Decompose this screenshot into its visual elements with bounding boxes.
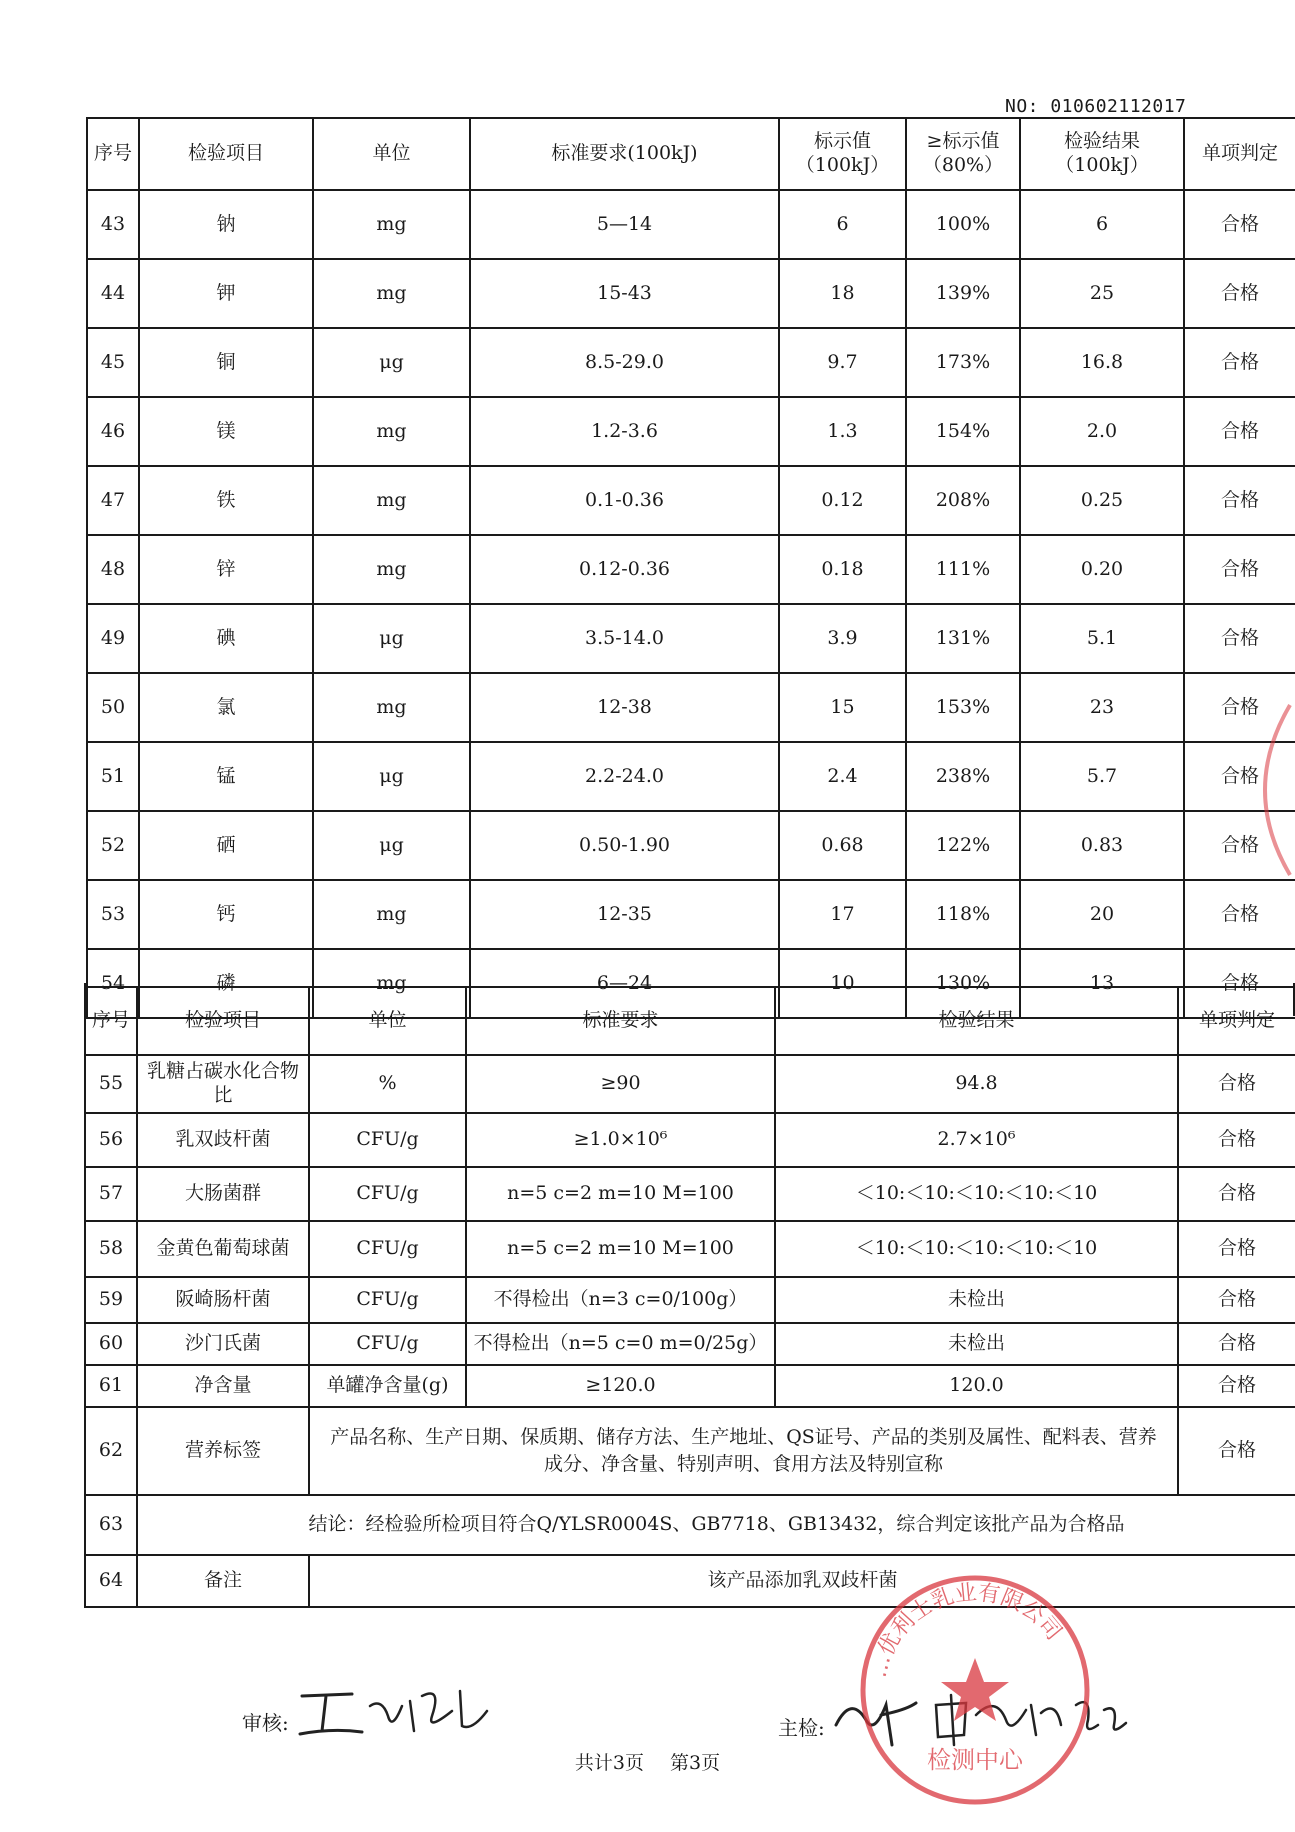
cell-standard: n=5 c=2 m=10 M=100 <box>466 1221 775 1277</box>
cell-label-value: 2.4 <box>779 742 906 811</box>
cell-standard: 0.12-0.36 <box>470 535 779 604</box>
cell-judgement: 合格 <box>1184 673 1295 742</box>
header-ge-label: ≥标示值（80%） <box>906 118 1020 190</box>
cell-label-value: 0.68 <box>779 811 906 880</box>
cell-standard: 6—24 <box>470 949 779 1018</box>
cell-seq: 60 <box>85 1323 137 1365</box>
svg-text:…优利士乳业有限公司: …优利士乳业有限公司 <box>866 1580 1067 1681</box>
nutrient-table-header <box>87 118 1295 190</box>
cell-item: 净含量 <box>137 1365 309 1407</box>
quality-table-header <box>85 987 1295 1055</box>
cell-unit: CFU/g <box>309 1323 466 1365</box>
cell-ge-label: 130% <box>906 949 1020 1018</box>
table-row <box>87 673 1295 742</box>
cell-judgement: 合格 <box>1178 1221 1295 1277</box>
cell-label-value: 6 <box>779 190 906 259</box>
table-row <box>87 811 1295 880</box>
table-row <box>87 535 1295 604</box>
cell-label-value: 17 <box>779 880 906 949</box>
cell-unit: mg <box>313 397 470 466</box>
cell-label-value: 15 <box>779 673 906 742</box>
page-number: 第3页 <box>670 1752 721 1774</box>
cell-unit: mg <box>313 880 470 949</box>
cell-item: 乳双歧杆菌 <box>137 1113 309 1167</box>
cell-judgement: 合格 <box>1178 1277 1295 1323</box>
cell-standard: 0.1-0.36 <box>470 466 779 535</box>
cell-result: 6 <box>1020 190 1184 259</box>
cell-standard: 不得检出（n=5 c=0 m=0/25g） <box>466 1323 775 1365</box>
cell-judgement: 合格 <box>1184 742 1295 811</box>
cell-judgement: 合格 <box>1184 535 1295 604</box>
cell-standard: ≥1.0×10⁶ <box>466 1113 775 1167</box>
cell-unit: mg <box>313 673 470 742</box>
cell-seq: 52 <box>87 811 139 880</box>
cell-unit: CFU/g <box>309 1167 466 1221</box>
cell-standard: 8.5-29.0 <box>470 328 779 397</box>
cell-judgement: 合格 <box>1178 1407 1295 1495</box>
cell-result: 120.0 <box>775 1365 1178 1407</box>
cell-seq: 49 <box>87 604 139 673</box>
cell-unit: % <box>309 1055 466 1113</box>
header-judgement: 单项判定 <box>1184 118 1295 190</box>
header-result: 检验结果 <box>775 987 1178 1055</box>
cell-unit: mg <box>313 466 470 535</box>
svg-text:检测中心: 检测中心 <box>927 1746 1023 1774</box>
cell-result: 0.25 <box>1020 466 1184 535</box>
inspector-label: 主检: <box>778 1716 825 1740</box>
cell-judgement: 合格 <box>1184 811 1295 880</box>
cell-judgement: 合格 <box>1184 880 1295 949</box>
header-item: 检验项目 <box>139 118 313 190</box>
report-number: NO: 010602112017 <box>1005 96 1187 117</box>
cell-seq: 48 <box>87 535 139 604</box>
total-pages: 共计3页 <box>574 1752 644 1774</box>
cell-seq: 64 <box>85 1555 137 1607</box>
cell-item: 阪崎肠杆菌 <box>137 1277 309 1323</box>
cell-ge-label: 122% <box>906 811 1020 880</box>
cell-seq: 47 <box>87 466 139 535</box>
cell-seq: 55 <box>85 1055 137 1113</box>
cell-result: 2.7×10⁶ <box>775 1113 1178 1167</box>
table-row <box>85 1277 1295 1323</box>
cell-seq: 61 <box>85 1365 137 1407</box>
cell-item: 锌 <box>139 535 313 604</box>
cell-unit: μg <box>313 604 470 673</box>
cell-item: 乳糖占碳水化合物比 <box>137 1055 309 1113</box>
cell-item: 备注 <box>137 1555 309 1607</box>
cell-judgement: 合格 <box>1184 949 1295 1018</box>
cell-seq: 59 <box>85 1277 137 1323</box>
nutrient-table <box>86 117 1295 1019</box>
cell-ge-label: 153% <box>906 673 1020 742</box>
cell-seq: 56 <box>85 1113 137 1167</box>
cell-label-value: 18 <box>779 259 906 328</box>
cell-seq: 62 <box>85 1407 137 1495</box>
cell-judgement: 合格 <box>1184 466 1295 535</box>
table-row <box>87 604 1295 673</box>
cell-result: 未检出 <box>775 1323 1178 1365</box>
cell-result: 5.1 <box>1020 604 1184 673</box>
table-row <box>87 742 1295 811</box>
cell-ge-label: 208% <box>906 466 1020 535</box>
header-seq: 序号 <box>85 987 137 1055</box>
table-row <box>85 1055 1295 1113</box>
cell-seq: 51 <box>87 742 139 811</box>
header-label-value: 标示值（100kJ） <box>779 118 906 190</box>
cell-standard: 12-38 <box>470 673 779 742</box>
cell-ge-label: 154% <box>906 397 1020 466</box>
nutrient-table-body <box>87 190 1295 1018</box>
cell-result: 20 <box>1020 880 1184 949</box>
cell-result: 25 <box>1020 259 1184 328</box>
cell-item: 营养标签 <box>137 1407 309 1495</box>
cell-result: 未检出 <box>775 1277 1178 1323</box>
cell-seq: 54 <box>87 949 139 1018</box>
cell-unit: μg <box>313 742 470 811</box>
cell-ge-label: 118% <box>906 880 1020 949</box>
inspector-signature-icon <box>826 1675 1136 1755</box>
cell-standard: 12-35 <box>470 880 779 949</box>
cell-standard: 5—14 <box>470 190 779 259</box>
cell-ge-label: 173% <box>906 328 1020 397</box>
quality-table <box>84 986 1295 1608</box>
cell-unit: CFU/g <box>309 1113 466 1167</box>
cell-unit: mg <box>313 535 470 604</box>
cell-standard: 2.2-24.0 <box>470 742 779 811</box>
cell-judgement: 合格 <box>1184 259 1295 328</box>
cell-seq: 58 <box>85 1221 137 1277</box>
table-row <box>85 1365 1295 1407</box>
cell-ge-label: 238% <box>906 742 1020 811</box>
cell-remark: 该产品添加乳双歧杆菌 <box>309 1555 1295 1607</box>
cell-standard: 3.5-14.0 <box>470 604 779 673</box>
cell-seq: 44 <box>87 259 139 328</box>
cell-result: 16.8 <box>1020 328 1184 397</box>
cell-seq: 50 <box>87 673 139 742</box>
cell-item: 氯 <box>139 673 313 742</box>
cell-unit: μg <box>313 811 470 880</box>
table-row <box>85 1495 1295 1555</box>
cell-judgement: 合格 <box>1184 397 1295 466</box>
cell-item: 碘 <box>139 604 313 673</box>
table-row <box>87 397 1295 466</box>
cell-conclusion: 结论：经检验所检项目符合Q/YLSR0004S、GB7718、GB13432，综合判定该批产品为合格品 <box>137 1495 1295 1555</box>
cell-item: 钾 <box>139 259 313 328</box>
table-row <box>85 1113 1295 1167</box>
table-row <box>85 1407 1295 1495</box>
cell-unit: CFU/g <box>309 1277 466 1323</box>
cell-judgement: 合格 <box>1184 190 1295 259</box>
cell-unit: μg <box>313 328 470 397</box>
header-standard: 标准要求 <box>466 987 775 1055</box>
header-standard: 标准要求(100kJ) <box>470 118 779 190</box>
table-row <box>87 328 1295 397</box>
header-unit: 单位 <box>313 118 470 190</box>
cell-standard: 不得检出（n=3 c=0/100g） <box>466 1277 775 1323</box>
cell-judgement: 合格 <box>1184 328 1295 397</box>
cell-result: 0.83 <box>1020 811 1184 880</box>
cell-seq: 63 <box>85 1495 137 1555</box>
cell-standard: 0.50-1.90 <box>470 811 779 880</box>
cell-result: 5.7 <box>1020 742 1184 811</box>
cell-item: 沙门氏菌 <box>137 1323 309 1365</box>
cell-seq: 45 <box>87 328 139 397</box>
cell-result: ＜10:＜10:＜10:＜10:＜10 <box>775 1221 1178 1277</box>
cell-seq: 46 <box>87 397 139 466</box>
cell-item: 大肠菌群 <box>137 1167 309 1221</box>
table-row <box>87 880 1295 949</box>
cell-result: 23 <box>1020 673 1184 742</box>
cell-unit: 单罐净含量(g) <box>309 1365 466 1407</box>
cell-result: 94.8 <box>775 1055 1178 1113</box>
cell-judgement: 合格 <box>1178 1167 1295 1221</box>
cell-seq: 57 <box>85 1167 137 1221</box>
cell-judgement: 合格 <box>1178 1055 1295 1113</box>
cell-standard: ≥90 <box>466 1055 775 1113</box>
cell-item: 金黄色葡萄球菌 <box>137 1221 309 1277</box>
table-row <box>85 1555 1295 1607</box>
cell-label-content: 产品名称、生产日期、保质期、储存方法、生产地址、QS证号、产品的类别及属性、配料表、营养成分、净含量、特别声明、食用方法及特别宣称 <box>309 1407 1178 1495</box>
cell-standard: 1.2-3.6 <box>470 397 779 466</box>
cell-item: 钙 <box>139 880 313 949</box>
cell-seq: 43 <box>87 190 139 259</box>
cell-item: 铁 <box>139 466 313 535</box>
reviewer-label: 审核: <box>242 1711 289 1735</box>
cell-ge-label: 131% <box>906 604 1020 673</box>
header-unit: 单位 <box>309 987 466 1055</box>
cell-label-value: 3.9 <box>779 604 906 673</box>
cell-result: 0.20 <box>1020 535 1184 604</box>
cell-label-value: 10 <box>779 949 906 1018</box>
cell-ge-label: 100% <box>906 190 1020 259</box>
table-row <box>87 466 1295 535</box>
cell-item: 锰 <box>139 742 313 811</box>
cell-unit: mg <box>313 949 470 1018</box>
cell-judgement: 合格 <box>1184 604 1295 673</box>
cell-standard: ≥120.0 <box>466 1365 775 1407</box>
cell-judgement: 合格 <box>1178 1323 1295 1365</box>
cell-result: 2.0 <box>1020 397 1184 466</box>
cell-label-value: 0.12 <box>779 466 906 535</box>
cell-judgement: 合格 <box>1178 1365 1295 1407</box>
cell-label-value: 1.3 <box>779 397 906 466</box>
cell-item: 钠 <box>139 190 313 259</box>
cell-item: 镁 <box>139 397 313 466</box>
cell-item: 铜 <box>139 328 313 397</box>
cell-result: 13 <box>1020 949 1184 1018</box>
header-judgement: 单项判定 <box>1178 987 1295 1055</box>
quality-table-body <box>85 1055 1295 1407</box>
cell-seq: 53 <box>87 880 139 949</box>
cell-item: 硒 <box>139 811 313 880</box>
cell-result: ＜10:＜10:＜10:＜10:＜10 <box>775 1167 1178 1221</box>
header-seq: 序号 <box>87 118 139 190</box>
cell-label-value: 0.18 <box>779 535 906 604</box>
cell-standard: n=5 c=2 m=10 M=100 <box>466 1167 775 1221</box>
table-row <box>85 1167 1295 1221</box>
header-result: 检验结果（100kJ） <box>1020 118 1184 190</box>
cell-ge-label: 139% <box>906 259 1020 328</box>
table-row <box>87 190 1295 259</box>
cell-ge-label: 111% <box>906 535 1020 604</box>
header-item: 检验项目 <box>137 987 309 1055</box>
page-footer <box>0 1748 1295 1775</box>
table-row <box>85 1323 1295 1365</box>
cell-standard: 15-43 <box>470 259 779 328</box>
cell-label-value: 9.7 <box>779 328 906 397</box>
table-row <box>85 1221 1295 1277</box>
cell-unit: mg <box>313 190 470 259</box>
cell-unit: CFU/g <box>309 1221 466 1277</box>
cell-judgement: 合格 <box>1178 1113 1295 1167</box>
cell-unit: mg <box>313 259 470 328</box>
cell-item: 磷 <box>139 949 313 1018</box>
reviewer-signature-icon <box>292 1676 492 1746</box>
table-row <box>87 259 1295 328</box>
